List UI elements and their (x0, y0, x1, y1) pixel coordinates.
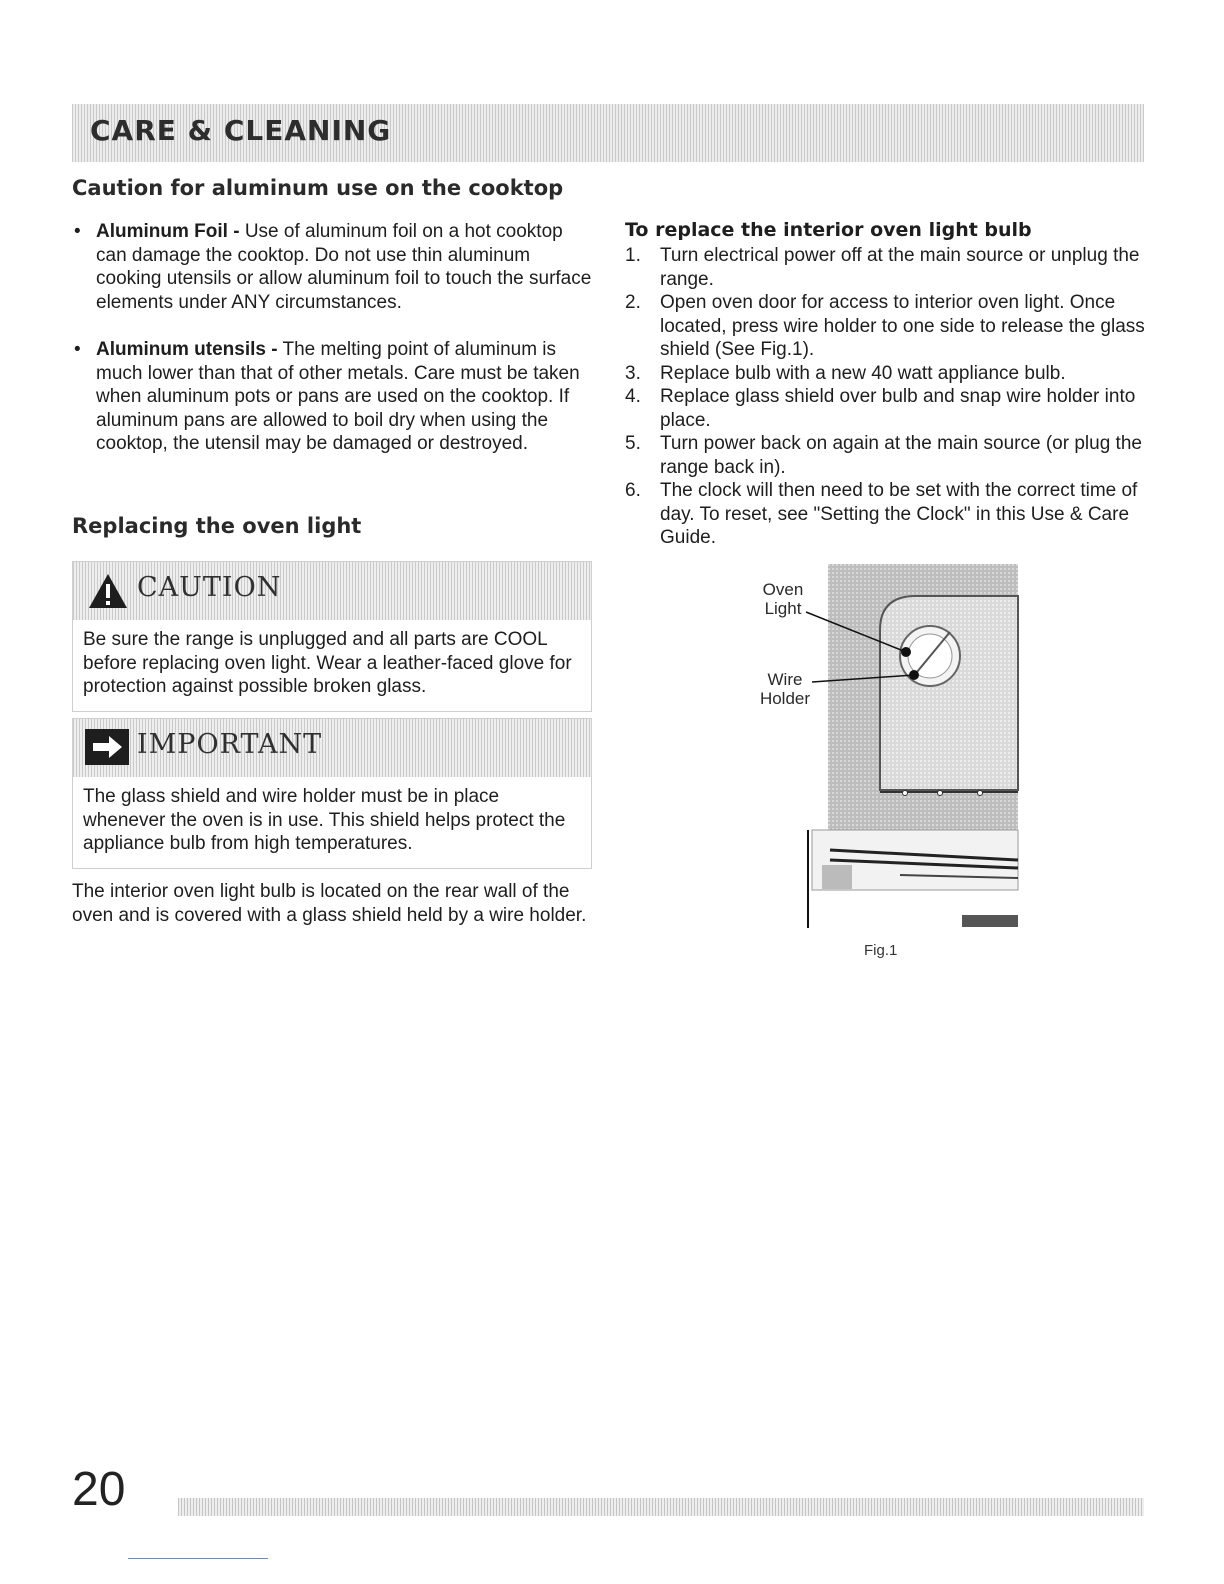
page-number: 20 (72, 1463, 126, 1516)
caution-text: Be sure the range is unplugged and all parts are COOL before replacing oven light. Wear a leather-faced glove for protection against possible broken glass. (83, 629, 572, 697)
list-item-term: Aluminum Foil - (96, 221, 240, 242)
caution-box (72, 561, 592, 712)
figure-caption: Fig.1 (864, 942, 898, 959)
label-oven-light-line1: Oven (762, 580, 804, 599)
important-label: IMPORTANT (137, 729, 323, 760)
step-text: Replace glass shield over bulb and snap wire holder into place. (660, 386, 1136, 431)
important-text: The glass shield and wire holder must be in place whenever the oven is in use. This shield helps protect the appliance bulb from high temperatures. (83, 786, 566, 854)
oven-interior-illustration (740, 560, 1030, 970)
label-wire-holder-line2: Holder (759, 689, 811, 708)
list-item (625, 244, 1145, 291)
step-number: 3. (625, 362, 641, 384)
list-item (625, 432, 1145, 479)
warning-triangle-icon (87, 572, 129, 610)
step-number: 5. (625, 433, 641, 454)
list-item-text: The melting point of aluminum is much lower than that of other metals. Care must be taken when aluminum pots or pans are used on the cooktop. If aluminum pans are allowed to boil dry when using the cooktop, the utensil may be damaged or destroyed. (96, 339, 580, 454)
label-wire-holder (756, 670, 814, 708)
step-text: The clock will then need to be set with the correct time of day. To reset, see "Setting the Clock" in this Use & Care Guide. (660, 480, 1138, 548)
footer-bar (178, 1498, 1144, 1516)
step-number: 1. (625, 245, 641, 266)
important-box (72, 718, 592, 869)
step-number: 6. (625, 480, 641, 501)
step-text: Turn power back on again at the main source (or plug the range back in). (660, 433, 1142, 478)
important-header (73, 719, 591, 777)
steps-list (625, 244, 1145, 550)
step-text: Replace bulb with a new 40 watt appliance bulb. (660, 362, 1066, 384)
list-item-text: Use of aluminum foil on a hot cooktop can damage the cooktop. Do not use thin aluminum cooking utensils or allow aluminum foil to touch the surface elements under ANY circumstances. (96, 221, 592, 313)
list-item (72, 220, 592, 314)
list-item (625, 362, 1145, 386)
aluminum-heading: Caution for aluminum use on the cooktop (72, 176, 564, 200)
section-title: CARE & CLEANING (90, 114, 392, 147)
arrow-right-icon (85, 729, 129, 765)
footer-rule (128, 1558, 268, 1559)
steps-title: To replace the interior oven light bulb (625, 219, 1032, 241)
caution-label: CAUTION (137, 572, 282, 603)
list-item-term: Aluminum utensils - (96, 339, 278, 360)
list-item (72, 338, 592, 456)
label-oven-light (760, 580, 806, 618)
list-item (625, 291, 1145, 362)
label-wire-holder-line1: Wire (767, 670, 803, 689)
step-number: 2. (625, 292, 641, 313)
label-oven-light-line2: Light (764, 599, 802, 618)
oven-light-figure (740, 560, 1030, 970)
step-text: Turn electrical power off at the main source or unplug the range. (660, 245, 1140, 290)
list-item (625, 385, 1145, 432)
oven-light-heading: Replacing the oven light (72, 514, 362, 538)
section-banner (72, 104, 1144, 162)
step-number: 4. (625, 386, 641, 407)
caution-header (73, 562, 591, 620)
list-item (625, 479, 1145, 550)
aluminum-list (72, 220, 592, 480)
oven-light-description: The interior oven light bulb is located on the rear wall of the oven and is covered with a glass shield held by a wire holder. (72, 881, 587, 926)
step-text: Open oven door for access to interior oven light. Once located, press wire holder to one side to release the glass shield (See Fig.1). (660, 292, 1145, 360)
